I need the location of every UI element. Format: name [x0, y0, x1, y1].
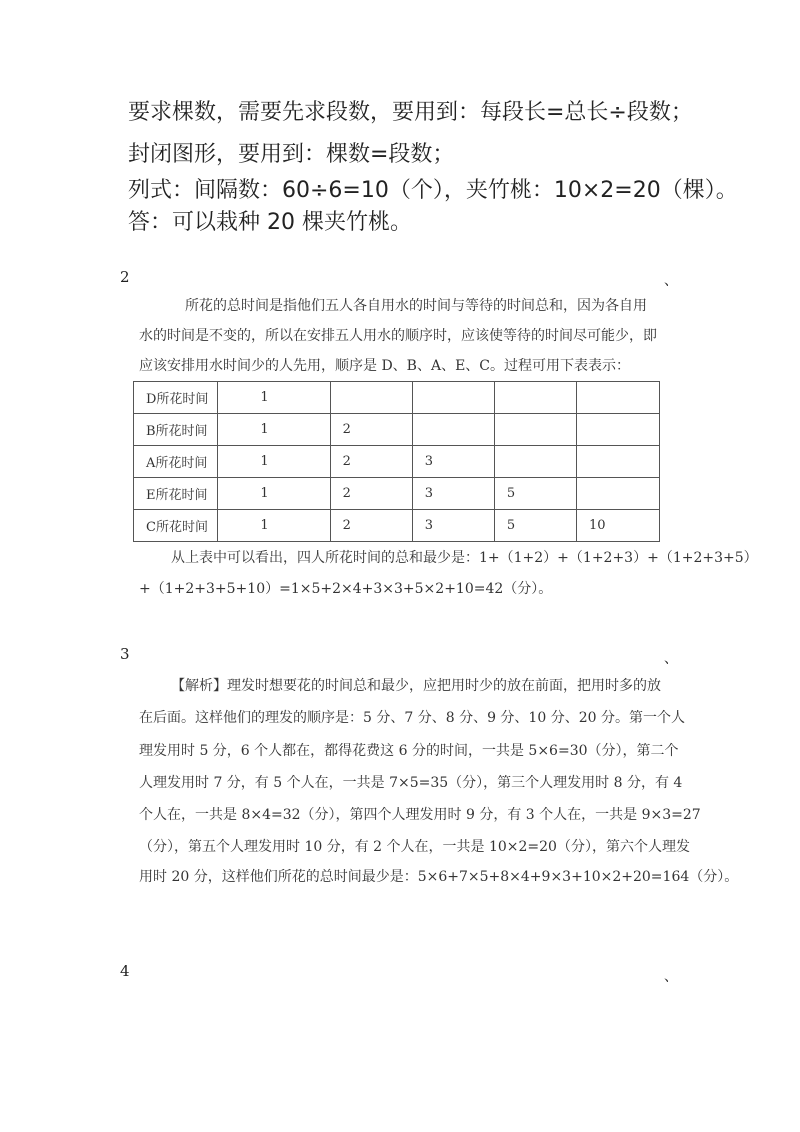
q3-line-1: 【解析】理发时想要花的时间总和最少，应把用时少的放在前面，把用时多的放 — [171, 678, 661, 694]
table-cell: 2 — [330, 478, 412, 510]
q3-tick: 、 — [664, 651, 678, 667]
table-row-label: E所花时间 — [134, 478, 218, 510]
q4-number: 4 — [120, 962, 130, 980]
q2-conclusion-1: 从上表中可以看出，四人所花时间的总和最少是：1+（1+2）+（1+2+3）+（1+2+3+5） — [171, 550, 758, 566]
table-cell: 2 — [330, 414, 412, 446]
table-cell — [576, 382, 659, 414]
q2-conclusion-2: +（1+2+3+5+10）=1×5+2×4+3×3+5×2+10=42（分）。 — [139, 581, 553, 597]
table-cell — [494, 414, 576, 446]
q1-line-4: 答：可以栽种 20 棵夹竹桃。 — [128, 210, 412, 235]
table-row-label: D所花时间 — [134, 382, 218, 414]
table-row-label: B所花时间 — [134, 414, 218, 446]
table-cell — [330, 382, 412, 414]
q2-number: 2 — [120, 268, 130, 286]
table-row — [134, 510, 660, 542]
q3-line-3: 理发用时 5 分，6 个人都在，都得花费这 6 分的时间，一共是 5×6=30（分），第二个 — [139, 743, 679, 759]
table-cell: 1 — [218, 382, 330, 414]
table-cell: 3 — [412, 478, 494, 510]
q3-number: 3 — [120, 645, 130, 663]
q4-tick: 、 — [664, 969, 678, 985]
q3-line-2: 在后面。这样他们的理发的顺序是：5 分、7 分、8 分、9 分、10 分、20 分。第一个人 — [139, 710, 685, 726]
water-time-table — [133, 381, 660, 542]
table-cell — [494, 382, 576, 414]
table-cell — [494, 446, 576, 478]
table-row — [134, 382, 660, 414]
q3-line-4: 人理发用时 7 分，有 5 个人在，一共是 7×5=35（分），第三个人理发用时 8 分，有 4 — [139, 775, 683, 791]
table-cell: 3 — [412, 510, 494, 542]
table-cell: 1 — [218, 478, 330, 510]
q3-line-7: 用时 20 分，这样他们所花的总时间最少是：5×6+7×5+8×4+9×3+10×2+20=164（分）。 — [139, 869, 739, 885]
table-cell: 2 — [330, 510, 412, 542]
table-row-label: C所花时间 — [134, 510, 218, 542]
q2-intro-3: 应该安排用水时间少的人先用，顺序是 D、B、A、E、C。过程可用下表表示： — [139, 358, 631, 374]
table-cell: 1 — [218, 446, 330, 478]
table-row-label: A所花时间 — [134, 446, 218, 478]
table-cell — [576, 414, 659, 446]
table-cell: 5 — [494, 478, 576, 510]
table-cell: 1 — [218, 414, 330, 446]
table-row — [134, 478, 660, 510]
q3-line-6: （分），第五个人理发用时 10 分，有 2 个人在，一共是 10×2=20（分），第六个人理发 — [139, 839, 690, 855]
q3-line-5: 个人在，一共是 8×4=32（分），第四个人理发用时 9 分，有 3 个人在，一共是 9×3=27 — [139, 807, 701, 823]
q1-line-2: 封闭图形，要用到：棵数=段数； — [128, 142, 455, 167]
q2-intro-2: 水的时间是不变的，所以在安排五人用水的顺序时，应该使等待的时间尽可能少，即 — [139, 328, 657, 344]
table-cell: 1 — [218, 510, 330, 542]
table-cell — [576, 446, 659, 478]
table-cell — [412, 382, 494, 414]
q1-line-3: 列式：间隔数：60÷6=10（个），夹竹桃：10×2=20（棵）。 — [128, 178, 738, 203]
table-row — [134, 446, 660, 478]
table-cell: 2 — [330, 446, 412, 478]
table-cell — [412, 414, 494, 446]
table-cell: 5 — [494, 510, 576, 542]
table-cell: 3 — [412, 446, 494, 478]
table-row — [134, 414, 660, 446]
q1-line-1: 要求棵数，需要先求段数，要用到：每段长=总长÷段数； — [128, 100, 693, 125]
table-cell: 10 — [576, 510, 659, 542]
table-cell — [576, 478, 659, 510]
q2-tick: 、 — [664, 273, 678, 289]
q2-intro-1: 所花的总时间是指他们五人各自用水的时间与等待的时间总和，因为各自用 — [185, 298, 647, 314]
